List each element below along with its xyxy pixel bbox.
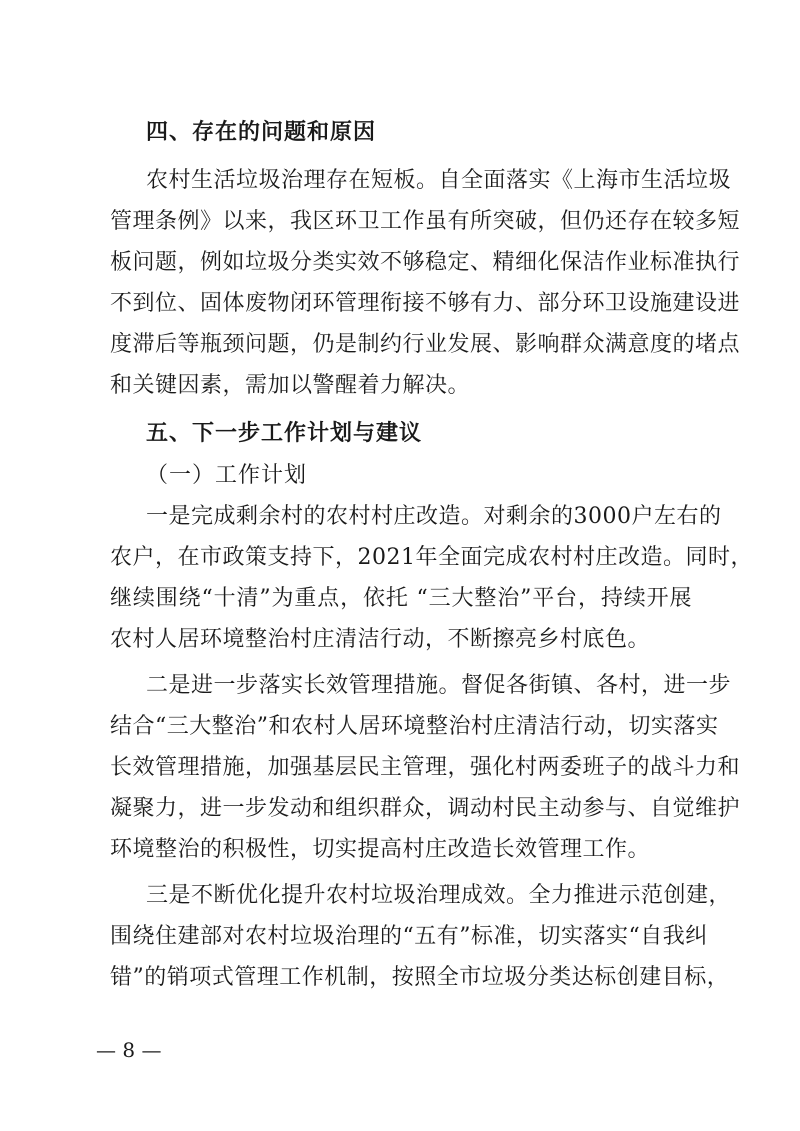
paragraph-2-line: 结合“三大整治”和农村人居环境整治村庄清洁行动，切实落实 <box>110 714 719 739</box>
paragraph-3-line: 三是不断优化提升农村垃圾治理成效。全力推进示范创建， <box>146 883 732 908</box>
paragraph-3-line: 围绕住建部对农村垃圾治理的“五有”标准，切实落实“自我纠 <box>110 924 708 949</box>
paragraph-1-line: 农村人居环境整治村庄清洁行动，不断擦亮乡村底色。 <box>110 627 651 652</box>
paragraph-2-line: 二是进一步落实长效管理措施。督促各街镇、各村，进一步 <box>146 673 732 698</box>
paragraph-2-line: 环境整治的积极性，切实提高村庄改造长效管理工作。 <box>110 837 651 862</box>
section-4-paragraph-line: 和关键因素，需加以警醒着力解决。 <box>110 373 471 398</box>
paragraph-2-line: 凝聚力，进一步发动和组织群众，调动村民主动参与、自觉维护 <box>110 796 741 821</box>
paragraph-1-line: 农户，在市政策支持下，2021年全面完成农村村庄改造。同时， <box>110 545 753 570</box>
paragraph-1-line: 继续围绕“十清”为重点，依托 “三大整治”平台，持续开展 <box>110 586 692 611</box>
section-5-heading: 五、下一步工作计划与建议 <box>146 421 423 446</box>
paragraph-2-line: 长效管理措施，加强基层民主管理，强化村两委班子的战斗力和 <box>110 755 741 780</box>
section-4-paragraph-line: 农村生活垃圾治理存在短板。自全面落实《上海市生活垃圾 <box>146 168 732 193</box>
section-4-paragraph-line: 板问题，例如垃圾分类实效不够稳定、精细化保洁作业标准执行 <box>110 250 741 275</box>
paragraph-1-line: 一是完成剩余村的农村村庄改造。对剩余的3000户左右的 <box>146 504 722 529</box>
page-number: — 8 — <box>96 1038 162 1062</box>
section-4-paragraph-line: 不到位、固体废物闭环管理衔接不够有力、部分环卫设施建设进 <box>110 291 741 316</box>
paragraph-3-line: 错”的销项式管理工作机制，按照全市垃圾分类达标创建目标， <box>110 965 730 990</box>
section-4-paragraph-line: 管理条例》以来，我区环卫工作虽有所突破，但仍还存在较多短 <box>110 209 741 234</box>
section-4-paragraph-line: 度滞后等瓶颈问题，仍是制约行业发展、影响群众满意度的堵点 <box>110 332 741 357</box>
section-5-subheading: （一）工作计划 <box>146 463 308 488</box>
section-4-heading: 四、存在的问题和原因 <box>146 120 377 145</box>
